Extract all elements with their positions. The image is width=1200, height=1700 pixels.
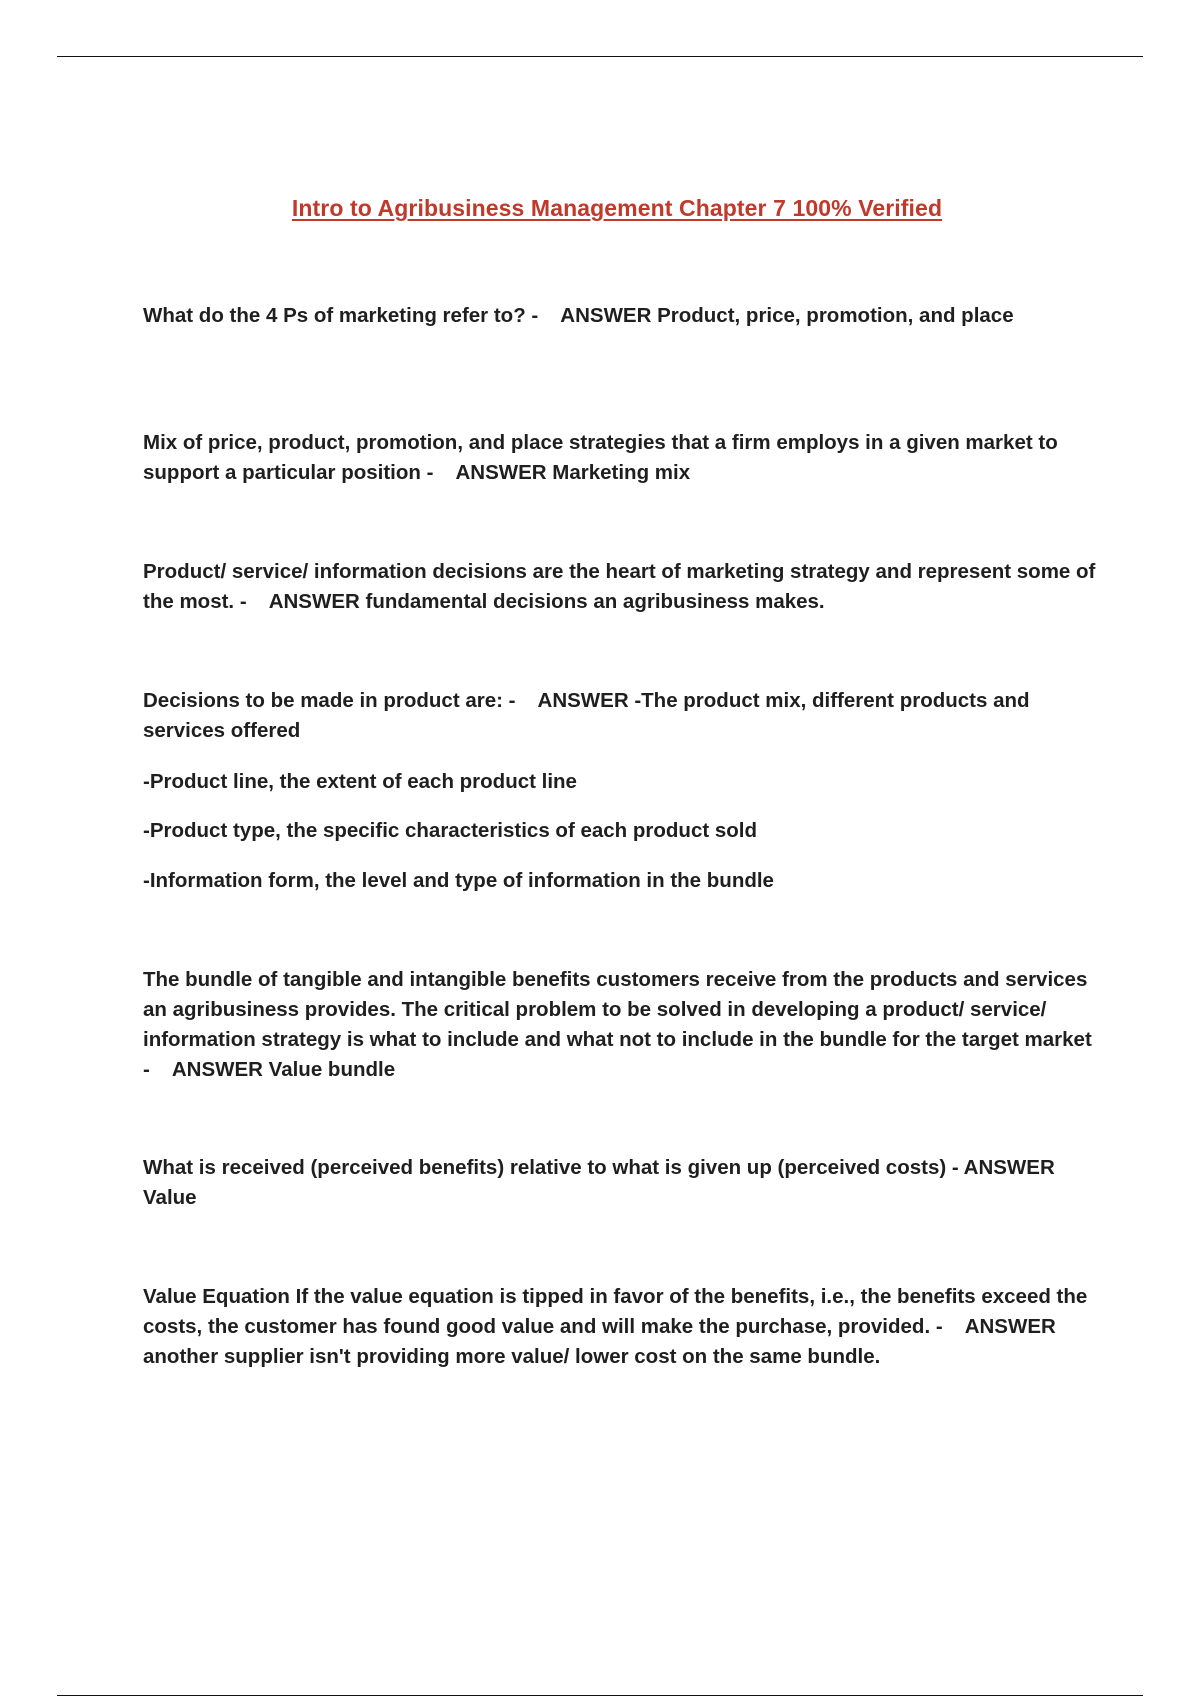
qa-item-1 (143, 301, 1098, 331)
answer-text: ANSWER -The product mix, different products and services offered (143, 689, 1030, 742)
question-text: Product/ service/ information decisions are the heart of marketing strategy and represent some of the most. - (143, 560, 1096, 613)
answer-text: ANSWER Value (143, 1156, 1055, 1209)
question-text: Mix of price, product, promotion, and place strategies that a firm employs in a given market to support a particular position - (143, 431, 1058, 484)
qa-item-7 (143, 1282, 1098, 1372)
answer-text: ANSWER Marketing mix (455, 461, 691, 484)
top-rule (57, 56, 1143, 57)
qa-item-2 (143, 428, 1098, 488)
answer-text: ANSWER fundamental decisions an agribusiness makes. (268, 590, 825, 613)
sub-point: -Product line, the extent of each product line (143, 770, 577, 793)
question-text: Value Equation If the value equation is tipped in favor of the benefits, i.e., the benefits exceed the costs, the customer has found good value and will make the purchase, provided. - (143, 1285, 1088, 1338)
answer-text: ANSWER another supplier isn't providing more value/ lower cost on the same bundle. (143, 1315, 1056, 1368)
question-text: What do the 4 Ps of marketing refer to? - (143, 304, 539, 327)
qa-item-6 (143, 1153, 1098, 1213)
question-text: What is received (perceived benefits) relative to what is given up (perceived costs) - (143, 1156, 959, 1179)
qa-item-5 (143, 965, 1098, 1085)
document-title: Intro to Agribusiness Management Chapter 7 100% Verified (291, 195, 943, 221)
sub-point: -Information form, the level and type of information in the bundle (143, 869, 774, 892)
bottom-rule (57, 1695, 1143, 1696)
question-text: The bundle of tangible and intangible benefits customers receive from the products and services an agribusiness provides. The critical problem to be solved in developing a product/ service/ information strategy is what to include and what not to include in the bundle for the target market - (143, 968, 1092, 1081)
qa-item-3 (143, 557, 1098, 617)
answer-text: ANSWER Product, price, promotion, and place (560, 304, 1014, 327)
question-text: Decisions to be made in product are: - (143, 689, 516, 712)
qa-item-4 (143, 686, 1098, 746)
sub-point: -Product type, the specific characteristics of each product sold (143, 819, 758, 842)
answer-text: ANSWER Value bundle (171, 1058, 396, 1081)
